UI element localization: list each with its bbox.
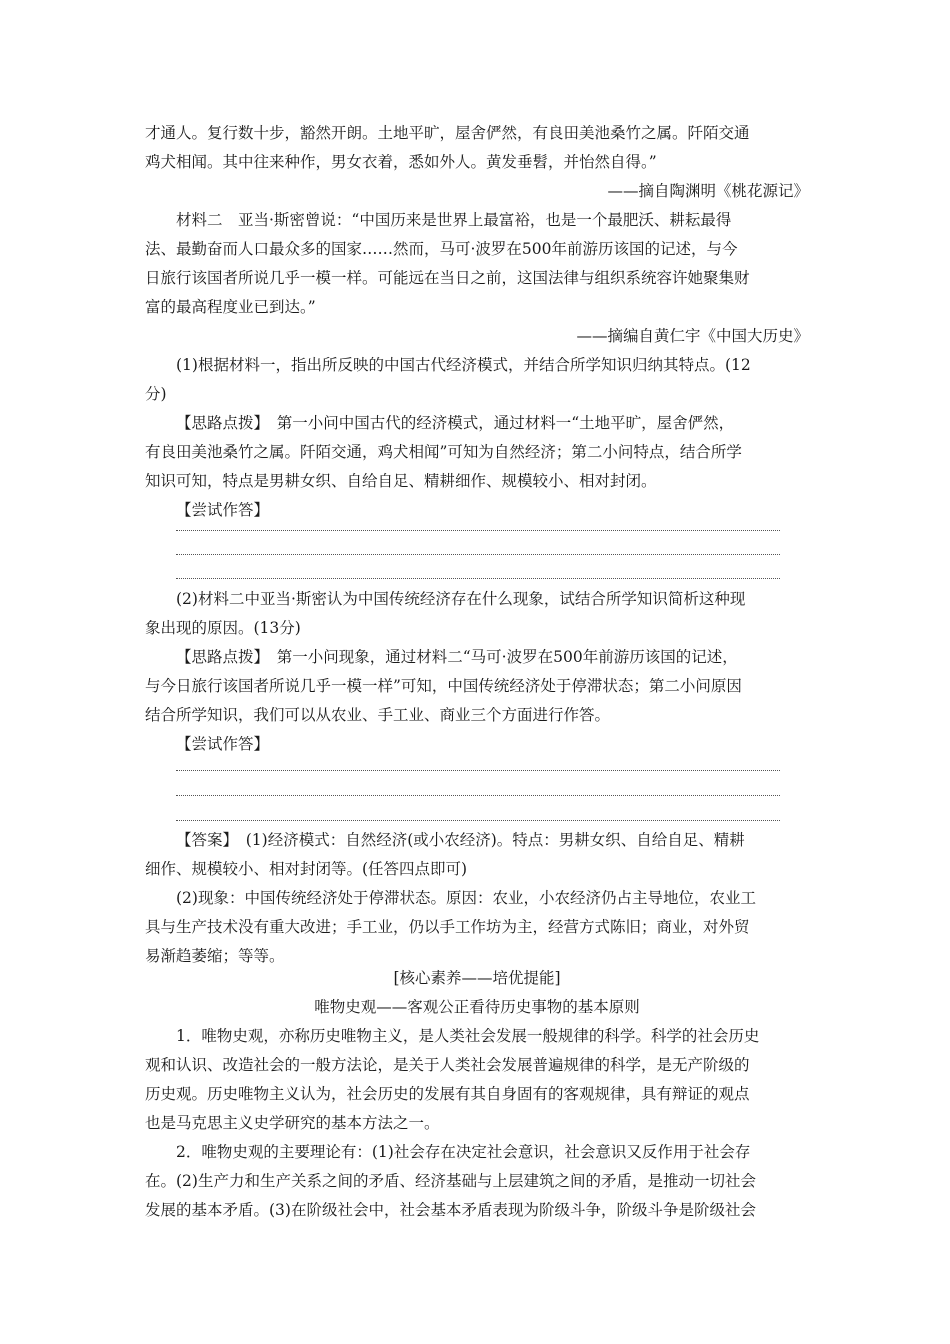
answer-line[interactable] [176,554,780,555]
answer-line[interactable] [176,820,780,821]
text-line: 也是马克思主义史学研究的基本方法之一。 [145,1114,440,1132]
text-line: 观和认识、改造社会的一般方法论，是关于人类社会发展普遍规律的科学，是无产阶级的 [145,1056,750,1074]
answer-block: 【答案】 (1)经济模式：自然经济(或小农经济)。特点：男耕女织、自给自足、精耕 [176,831,745,849]
text-line: 材料二 亚当·斯密曾说：“中国历来是世界上最富裕，也是一个最肥沃、耕耘最得 [176,211,732,229]
text-line: 分) [145,385,167,403]
answer-line[interactable] [176,578,780,579]
text-line: 细作、规模较小、相对封闭等。(任答四点即可) [145,860,468,878]
text-line: 发展的基本矛盾。(3)在阶级社会中，社会基本矛盾表现为阶级斗争，阶级斗争是阶级社会 [145,1201,756,1219]
answer-line[interactable] [176,770,780,771]
text-line: 象出现的原因。(13分) [145,619,301,637]
text-line: (2)现象：中国传统经济处于停滞状态。原因：农业，小农经济仍占主导地位，农业工 [176,889,756,907]
answer-line[interactable] [176,795,780,796]
section-subheading: 唯物史观——客观公正看待历史事物的基本原则 [314,998,640,1016]
section-heading: [核心素养——培优提能] [393,969,561,987]
hint-label: 【思路点拨】 第一小问现象，通过材料二“马可·波罗在500年前游历该国的记述， [176,648,738,666]
text-line: 有良田美池桑竹之属。阡陌交通，鸡犬相闻”可知为自然经济；第二小问特点，结合所学 [145,443,742,461]
text-line: 历史观。历史唯物主义认为，社会历史的发展有其自身固有的客观规律，具有辩证的观点 [145,1085,750,1103]
text-line: 日旅行该国者所说几乎一模一样。可能远在当日之前，这国法律与组织系统容许她聚集财 [145,269,750,287]
text-line: 结合所学知识，我们可以从农业、手工业、商业三个方面进行作答。 [145,706,611,724]
try-answer-label: 【尝试作答】 [176,735,270,753]
text-line: 富的最高程度业已到达。” [145,298,316,316]
text-line: 才通人。复行数十步，豁然开朗。土地平旷，屋舍俨然，有良田美池桑竹之属。阡陌交通 [145,124,750,142]
text-line: 1．唯物史观，亦称历史唯物主义，是人类社会发展一般规律的科学。科学的社会历史 [176,1027,760,1045]
question-2: (2)材料二中亚当·斯密认为中国传统经济存在什么现象，试结合所学知识简析这种现 [176,590,746,608]
source-citation: ——摘编自黄仁宇《中国大历史》 [576,327,809,345]
text-line: 法、最勤奋而人口最众多的国家……然而，马可·波罗在500年前游历该国的记述，与今 [145,240,738,258]
text-line: 知识可知，特点是男耕女织、自给自足、精耕细作、规模较小、相对封闭。 [145,472,657,490]
text-line: 与今日旅行该国者所说几乎一模一样”可知，中国传统经济处于停滞状态；第二小问原因 [145,677,742,695]
text-line: 在。(2)生产力和生产关系之间的矛盾、经济基础与上层建筑之间的矛盾，是推动一切社会 [145,1172,756,1190]
text-line: 2．唯物史观的主要理论有：(1)社会存在决定社会意识，社会意识又反作用于社会存 [176,1143,751,1161]
question-1: (1)根据材料一，指出所反映的中国古代经济模式，并结合所学知识归纳其特点。(12 [176,356,751,374]
hint-label: 【思路点拨】 第一小问中国古代的经济模式，通过材料一“土地平旷，屋舍俨然， [176,414,735,432]
answer-line[interactable] [176,530,780,531]
try-answer-label: 【尝试作答】 [176,501,270,519]
text-line: 具与生产技术没有重大改进；手工业，仍以手工作坊为主，经营方式陈旧；商业，对外贸 [145,918,750,936]
text-line: 易渐趋萎缩；等等。 [145,947,285,965]
text-line: 鸡犬相闻。其中往来种作，男女衣着，悉如外人。黄发垂髫，并怡然自得。” [145,153,657,171]
source-citation: ——摘自陶渊明《桃花源记》 [607,182,809,200]
